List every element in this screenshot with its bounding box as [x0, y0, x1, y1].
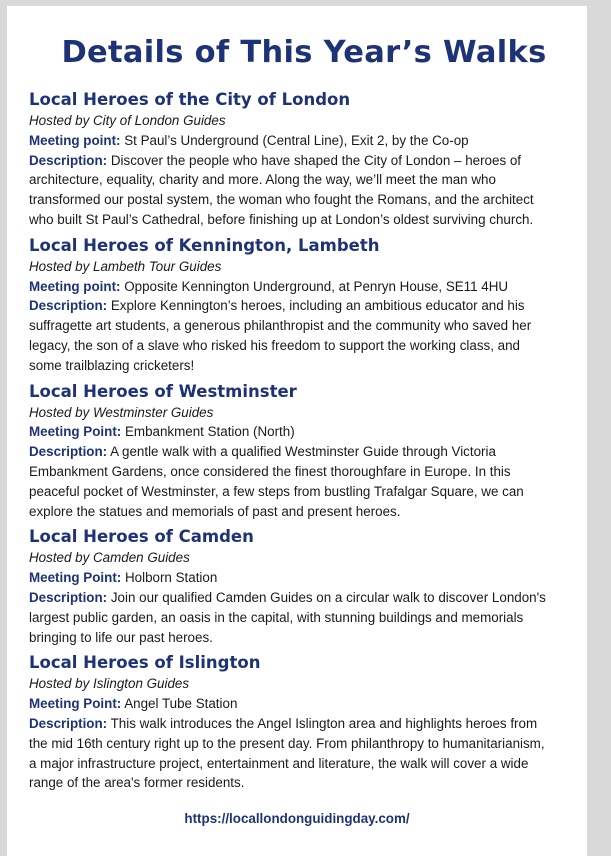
walk-camden — [29, 526, 587, 647]
description-line: This walk introduces the Angel Islington area and highlights heroes from — [110, 715, 538, 731]
description-line: A gentle walk with a qualified Westminster Guide through Victoria — [110, 444, 496, 460]
meeting-point-label: Meeting point: — [29, 278, 121, 294]
description-line: a major infrastructure project, entertainment and literature, the walk will cover a wide — [29, 755, 529, 771]
description-line: architecture, equality, charity and more. Along the way, we’ll meet the man who — [29, 172, 496, 188]
description-label: Description: — [29, 589, 108, 605]
description-line: transformed our postal system, the woman who fought the Romans, and the architect — [29, 192, 534, 208]
walk-kennington-lambeth — [29, 235, 587, 376]
description-line: suffragette art students, a generous philanthropist and the community who saved her — [29, 318, 532, 334]
walk-host: Hosted by City of London Guides — [29, 113, 226, 128]
meeting-point-value: St Paul’s Underground (Central Line), Exit 2, by the Co-op — [124, 132, 469, 148]
walk-westminster — [29, 381, 587, 522]
walks-list — [29, 89, 587, 793]
description-line: peaceful pocket of Westminster, a few steps from bustling Trafalgar Square, we can — [29, 483, 524, 499]
description-label: Description: — [29, 152, 108, 168]
description-line: Discover the people who have shaped the City of London – heroes of — [110, 152, 522, 168]
walk-title: Local Heroes of Camden — [29, 527, 254, 547]
walk-title: Local Heroes of Westminster — [29, 381, 297, 401]
walk-description — [29, 588, 575, 647]
walk-meeting-point — [29, 422, 587, 442]
meeting-point-label: Meeting Point: — [29, 424, 122, 440]
description-line: explore the statues and memorials of past and present heroes. — [29, 503, 401, 519]
meeting-point-label: Meeting Point: — [29, 570, 122, 586]
walk-meeting-point — [29, 131, 587, 151]
walk-islington — [29, 652, 587, 793]
meeting-point-label: Meeting point: — [29, 132, 121, 148]
walk-meeting-point — [29, 568, 587, 588]
walk-description — [29, 151, 575, 230]
description-line: some trailblazing cricketers! — [29, 357, 195, 373]
description-line: who built St Paul’s Cathedral, before finishing up at London’s oldest surviving church. — [29, 211, 534, 227]
walk-description — [29, 714, 575, 793]
walk-meeting-point — [29, 277, 587, 297]
meeting-point-value: Embankment Station (North) — [124, 424, 295, 440]
description-line: Embankment Gardens, once considered the finest thoroughfare in Europe. In this — [29, 463, 511, 479]
walk-title: Local Heroes of Kennington, Lambeth — [29, 235, 380, 255]
walk-host: Hosted by Westminster Guides — [29, 404, 214, 420]
description-label: Description: — [29, 298, 108, 314]
walk-city-of-london — [29, 89, 587, 230]
website-link[interactable]: https://locallondonguidingday.com/ — [184, 811, 410, 826]
description-line: largest public garden, an oasis in the capital, with stunning buildings and memorials — [29, 609, 524, 625]
description-line: the mid 16th century right up to the present day. From philanthropy to humanitarianism, — [29, 735, 545, 751]
walk-host: Hosted by Lambeth Tour Guides — [29, 258, 222, 274]
description-line: bringing to life our past heroes. — [29, 629, 213, 645]
page-title: Details of This Year’s Walks — [61, 35, 547, 70]
description-line: legacy, the son of a slave who risked his freedom to support the working class, and — [29, 337, 521, 353]
walk-host: Hosted by Camden Guides — [29, 550, 190, 566]
meeting-point-value: Holborn Station — [124, 570, 218, 586]
meeting-point-label: Meeting Point: — [29, 696, 122, 712]
walk-title: Local Heroes of the City of London — [29, 90, 351, 109]
walk-host: Hosted by Islington Guides — [29, 676, 190, 692]
description-label: Description: — [29, 444, 108, 460]
description-label: Description: — [29, 715, 108, 731]
walk-description — [29, 442, 575, 521]
meeting-point-value: Angel Tube Station — [124, 696, 238, 712]
walk-meeting-point — [29, 694, 587, 714]
walk-description — [29, 296, 575, 375]
description-line: range of the area's former residents. — [29, 775, 245, 791]
meeting-point-value: Opposite Kennington Underground, at Penryn House, SE11 4HU — [124, 278, 509, 294]
description-line: Join our qualified Camden Guides on a circular walk to discover London's — [110, 589, 546, 605]
walk-title: Local Heroes of Islington — [29, 653, 261, 673]
document-page — [7, 6, 587, 856]
description-line: Explore Kennington’s heroes, including an ambitious educator and his — [110, 298, 525, 314]
